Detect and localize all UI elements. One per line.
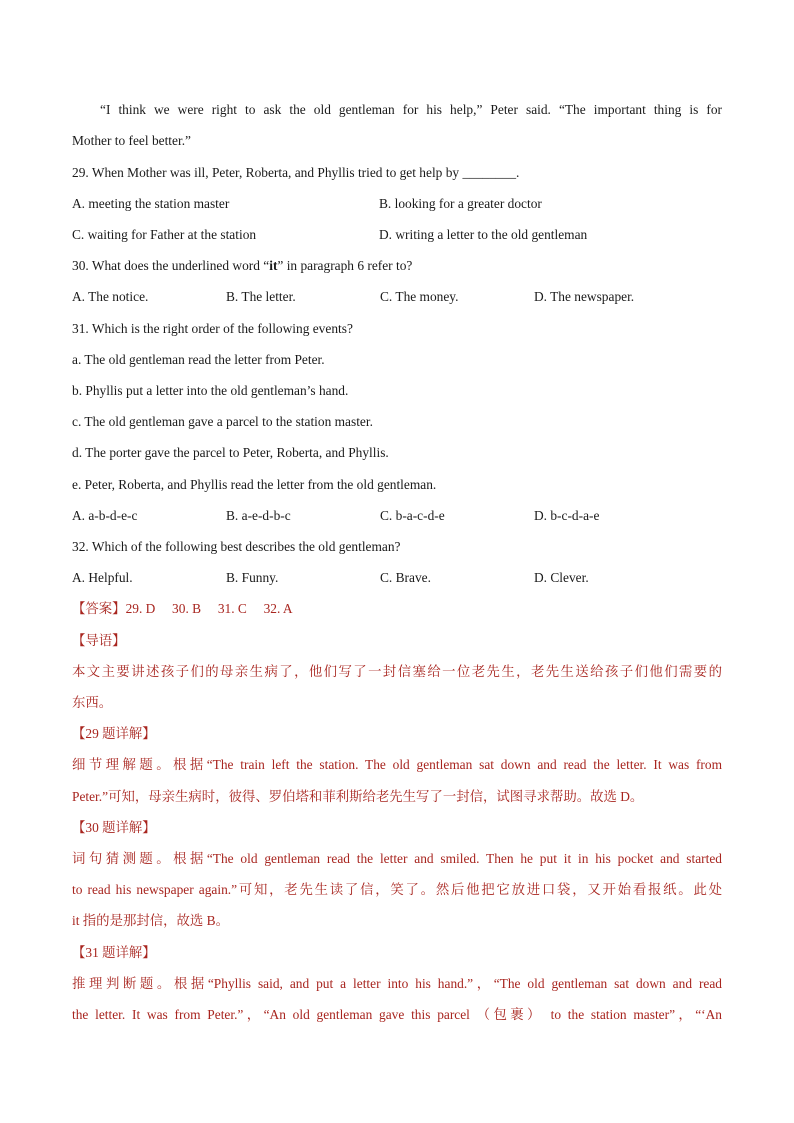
intro-line-1: 本文主要讲述孩子们的母亲生病了，他们写了一封信塞给一位老先生，老先生送给孩子们他们需要的 — [72, 664, 722, 679]
intro-label: 【导语】 — [72, 633, 126, 648]
question-29-stem: 29. When Mother was ill, Peter, Roberta, and Phyllis tried to get help by ________. — [72, 165, 520, 180]
option-a: A. The notice. — [72, 289, 149, 304]
question-32-stem: 32. Which of the following best describes the old gentleman? — [72, 539, 401, 554]
event-b: b. Phyllis put a letter into the old gentleman’s hand. — [72, 383, 349, 398]
option-c: C. b-a-c-d-e — [380, 508, 445, 523]
option-a: A. meeting the station master — [72, 196, 230, 211]
answer-label: 【答案】 — [72, 601, 126, 616]
option-d: D. The newspaper. — [534, 289, 635, 304]
explain-29-label: 【29 题详解】 — [72, 726, 156, 741]
passage-line-1: “I think we were right to ask the old gentleman for his help,” Peter said. “The important thing is for — [100, 102, 722, 117]
question-31-stem: 31. Which is the right order of the following events? — [72, 321, 353, 336]
explain-30-line-2: to read his newspaper again.”可知，老先生读了信，笑了。然后他把它放进口袋，又开始看报纸。此处 — [72, 882, 722, 897]
explain-29-line-1: 细节理解题。根据“The train left the station. The old gentleman sat down and read the letter. It was from — [72, 757, 722, 772]
option-b: B. a-e-d-b-c — [226, 508, 291, 523]
option-d: D. Clever. — [534, 570, 589, 585]
option-d: D. writing a letter to the old gentleman — [379, 227, 588, 242]
option-c: C. Brave. — [380, 570, 431, 585]
passage-line-2: Mother to feel better.” — [72, 133, 191, 148]
explain-30-line-1: 词句猜测题。根据“The old gentleman read the letter and smiled. Then he put it in his pocket and started — [72, 851, 722, 866]
explain-31-line-2: the letter. It was from Peter.”，“An old gentleman gave this parcel （包裹） to the station master”，“‘An — [72, 1007, 722, 1022]
answer-text: 29. D 30. B 31. C 32. A — [125, 601, 293, 616]
option-c: C. The money. — [380, 289, 459, 304]
event-e: e. Peter, Roberta, and Phyllis read the letter from the old gentleman. — [72, 477, 437, 492]
option-a: A. a-b-d-e-c — [72, 508, 138, 523]
option-b: B. The letter. — [226, 289, 296, 304]
option-a: A. Helpful. — [72, 570, 133, 585]
event-d: d. The porter gave the parcel to Peter, Roberta, and Phyllis. — [72, 445, 389, 460]
option-c: C. waiting for Father at the station — [72, 227, 257, 242]
option-b: B. looking for a greater doctor — [379, 196, 542, 211]
explain-30-line-3: it 指的是那封信，故选 B。 — [72, 913, 229, 928]
answer-line — [72, 600, 722, 618]
explain-31-label: 【31 题详解】 — [72, 945, 156, 960]
explain-31-line-1: 推理判断题。根据“Phyllis said, and put a letter into his hand.”，“The old gentleman sat down and read — [72, 976, 722, 991]
question-30-stem-after: ” in paragraph 6 refer to? — [277, 258, 413, 273]
event-a: a. The old gentleman read the letter from Peter. — [72, 352, 325, 367]
explain-29-line-2: Peter.”可知，母亲生病时，彼得、罗伯塔和菲利斯给老先生写了一封信，试图寻求帮助。故选 D。 — [72, 789, 644, 804]
option-b: B. Funny. — [226, 570, 279, 585]
explain-30-label: 【30 题详解】 — [72, 820, 156, 835]
event-c: c. The old gentleman gave a parcel to the station master. — [72, 414, 373, 429]
question-30-stem-before: 30. What does the underlined word “ — [72, 258, 270, 273]
question-30-underlined-word: it — [269, 258, 278, 273]
option-d: D. b-c-d-a-e — [534, 508, 600, 523]
question-30-stem — [72, 257, 722, 275]
intro-line-2: 东西。 — [72, 695, 113, 710]
